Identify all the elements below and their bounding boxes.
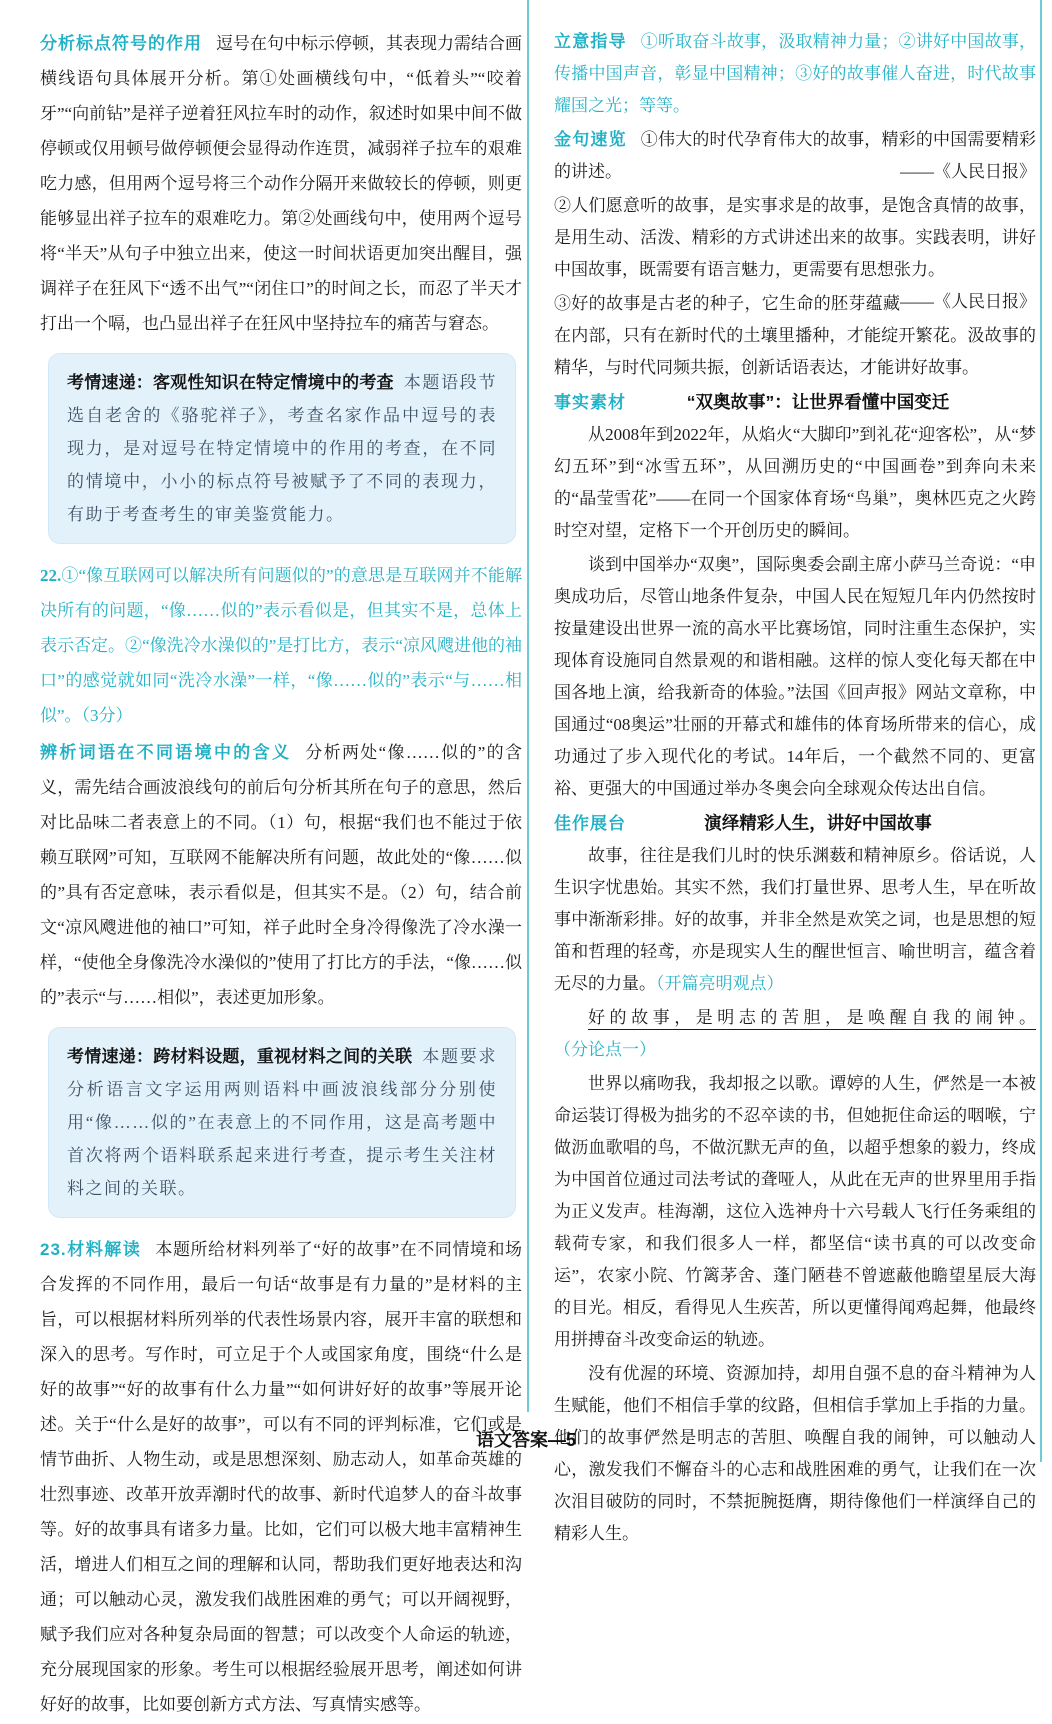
model-essay-subpoint-1-text: 好的故事，是明志的苦胆，是唤醒自我的闹钟。 [588,1008,1036,1027]
model-essay-label: 佳作展台 [554,814,626,833]
punctuation-analysis-paragraph [40,26,522,341]
column-divider [527,0,529,1412]
left-column [40,26,522,1724]
model-essay-title: 演绎精彩人生，讲好中国故事 [704,813,932,833]
exam-info-box-2-text: 本题要求分析语言文字运用两则语料中画波浪线部分分别使用“像……似的”在表意上的不同作用，这是高考题中首次将两个语料联系起来进行考查，提示考生关注材料之间的关联。 [67,1047,498,1198]
answer-22 [40,558,522,733]
fact-material-label: 事实素材 [554,393,626,412]
page-footer: 语文答案—5 [475,1430,576,1450]
answer-23 [40,1232,522,1722]
model-essay-subpoint-1 [554,1002,1036,1066]
right-column [554,26,1036,1724]
golden-quotes-label: 金句速览 [554,130,627,149]
golden-quote-2 [554,190,1036,311]
model-essay-paragraph-1-text: 故事，往往是我们儿时的快乐渊薮和精神原乡。俗话说，人生识字忧患始。其实不然，我们打量世界、思考人生，早在听故事中渐渐彩排。好的故事，并非全然是欢笑之词，也是思想的短笛和哲理的轻鸢，亦是现实人生的醒世恒言、喻世明言，蕴含着无尽的力量。 [554,846,1036,993]
answer-23-text: 本题所给材料列举了“好的故事”在不同情境和场合发挥的不同作用，最后一句话“故事是有力量的”是材料的主旨，可以根据材料所列举的代表性场景内容，展开丰富的联想和深入的思考。写作时，可立足于个人或国家角度，围绕“什么是好的故事”“好的故事有什么力量”“如何讲好好的故事”等展开论述。关于“什么是好的故事”，可以有不同的评判标准，它们或是情节曲折、人物生动，或是思想深刻、励志动人，如革命英雄的壮烈事迹、改革开放弄潮时代的故事、新时代追梦人的奋斗故事等。好的故事具有诸多力量。比如，它们可以极大地丰富精神生活，增进人们相互之间的理解和认同，帮助我们更好地表达和沟通；可以触动心灵，激发我们战胜困难的勇气；可以开阔视野，赋予我们应对各种复杂局面的智慧；可以改变个人命运的轨迹，充分展现国家的形象。考生可以根据经验展开思考，阐述如何讲好好的故事，比如要创新方式方法、写真情实感等。 [40,1240,523,1714]
word-meaning-label: 辨析词语在不同语境中的含义 [40,743,292,762]
answer-23-label: 材料解读 [66,1240,142,1259]
exam-info-box-2-title: 考情速递：跨材料设题，重视材料之间的关联 [67,1047,413,1066]
golden-quote-1 [554,124,1036,188]
page-edge-line [1040,0,1042,1462]
exam-info-box-2 [48,1027,516,1218]
fact-material-paragraph-1: 从2008年到2022年，从焰火“大脚印”到礼花“迎客松”，从“梦幻五环”到“冰雪五环”，从回溯历史的“中国画卷”到奔向未来的“晶莹雪花”——在同一个国家体育场“鸟巢”，奥林匹克之火跨时空对望，定格下一个开创历史的瞬间。 [554,425,1036,540]
word-meaning-analysis-paragraph [40,735,522,1015]
answer-22-number: 22. [40,566,62,585]
word-meaning-text: 分析两处“像……似的”的含义，需先结合画波浪线句的前后句分析其所在句子的意思，然后对比品味二者表意上的不同。（1）句，根据“我们也不能过于依赖互联网”可知，互联网不能解决所有问题，故此处的“像……似的”具有否定意味，表示看似是，但其实不是。（2）句，结合前文“凉风飕进他的袖口”可知，祥子此时全身冷得像洗了冷水澡一样，“使他全身像洗冷水澡似的”使用了打比方的手法，“像……似的”表示“与……相似”，表述更加形象。 [40,743,523,1007]
model-essay-paragraph-1-note: （开篇亮明观点） [656,974,784,993]
fact-material-header [554,386,1036,419]
model-essay-subpoint-1-note: （分论点一） [554,1040,656,1059]
model-essay-paragraph-3: 没有优渥的环境、资源加持，却用自强不息的奋斗精神为人生赋能，他们不相信手掌的纹路，但相信手掌加上手指的力量。他们的故事俨然是明志的苦胆、唤醒自我的闹钟，可以触动人心，激发我们不懈奋斗的心志和战胜困难的勇气，让我们在一次次泪目破防的同时，不禁扼腕挺膺，期待像他们一样演绎自己的精彩人生。 [554,1364,1036,1543]
fact-material-title: “双奥故事”：让世界看懂中国变迁 [686,392,950,412]
exam-info-box-1-text: 本题语段节选自老舍的《骆驼祥子》，考查名家作品中逗号的表现力，是对逗号在特定情境中的作用的考查，在不同的情境中，小小的标点符号被赋予了不同的表现力，有助于考查考生的审美鉴赏能力。 [67,373,498,524]
analysis-text: 逗号在句中标示停顿，其表现力需结合画横线语句具体展开分析。第①处画横线句中，“低着头”“咬着牙”“向前钻”是祥子逆着狂风拉车时的动作，叙述时如果中间不做停顿或仅用顿号做停顿便会显得动作连贯，减弱祥子拉车的艰难吃力感，但用两个逗号将三个动作分隔开来做较长的停顿，则更能够显出祥子拉车的艰难吃力。第②处画线句中，使用两个逗号将“半天”从句子中独立出来，使这一时间状语更加突出醒目，强调祥子在狂风下“透不出气”“闭住口”的时间之长，而忍了半天才打出一个嗝，也凸显出祥子在狂风中坚持拉车的痛苦与窘态。 [40,34,522,333]
answer-22-text: ①“像互联网可以解决所有问题似的”的意思是互联网并不能解决所有的问题，“像……似的”表示看似是，但其实不是，总体上表示否定。②“像洗冷水澡似的”是打比方，表示“凉风飕进他的袖口”的感觉就如同“洗冷水澡”一样，“像……似的”表示“与……相似”。（3分） [40,566,522,725]
model-essay-paragraph-1 [554,840,1036,1000]
golden-quote-3-text: ③好的故事是古老的种子，它生命的胚芽蕴藏在内部，只有在新时代的土壤里播种，才能绽开繁花。汲故事的精华，与时代同频共振，创新话语表达，才能讲好故事。 [554,294,1036,377]
answer-23-number: 23. [40,1240,67,1259]
golden-quote-2-text: ②人们愿意听的故事，是实事求是的故事，是饱含真情的故事，是用生动、活泼、精彩的方式讲述出来的故事。实践表明，讲好中国故事，既需要有语言魅力，更需要有思想张力。 [554,196,1036,279]
model-essay-paragraph-2: 世界以痛吻我，我却报之以歌。谭婷的人生，俨然是一本被命运装订得极为拙劣的不忍卒读的书，但她扼住命运的咽喉，宁做沥血歌唱的鸟，不做沉默无声的鱼，以超乎想象的毅力，终成为中国首位通过司法考试的聋哑人，从此在无声的世界里用手指为正义发声。桂海潮，这位入选神舟十六号载人飞行任务乘组的载荷专家，和我们很多人一样，都坚信“读书真的可以改变命运”，农家小院、竹篱茅舍、蓬门陋巷不曾遮蔽他瞻望星辰大海的目光。相反，看得见人生疾苦，所以更懂得闻鸡起舞，他最终用拼搏奋斗改变命运的轨迹。 [554,1074,1036,1349]
exam-info-box-1-title: 考情速递：客观性知识在特定情境中的考查 [67,373,394,392]
intent-guidance-label: 立意指导 [554,32,627,51]
golden-quote-1-source: ——《人民日报》 [900,162,1036,181]
exam-info-box-1 [48,353,516,544]
intent-guidance-text: ①听取奋斗故事，汲取精神力量；②讲好中国故事，传播中国声音，彰显中国精神；③好的故事催人奋进，时代故事耀国之光；等等。 [554,32,1037,115]
model-essay-header [554,807,1036,840]
golden-quote-1-text: ①伟大的时代孕育伟大的故事，精彩的中国需要精彩的讲述。 [554,130,1037,181]
golden-quote-2-source: ——《人民日报》 [900,292,1036,311]
fact-material-paragraph-2: 谈到中国举办“双奥”，国际奥委会副主席小萨马兰奇说：“申奥成功后，尽管山地条件复杂，中国人民在短短几年内仍然按时按量建设出世界一流的高水平比赛场馆，同时注重生态保护，实现体育设施同自然景观的和谐相融。这样的惊人变化每天都在中国各地上演，给我新奇的体验。”法国《回声报》网站文章称，中国通过“08奥运”壮丽的开幕式和雄伟的体育场所带来的信心，成功通过了步入现代化的考试。14年后，一个截然不同的、更富裕、更强大的中国通过举办冬奥会向全球观众传达出自信。 [554,555,1036,798]
analysis-label: 分析标点符号的作用 [40,34,202,53]
intent-guidance-paragraph [554,26,1036,122]
